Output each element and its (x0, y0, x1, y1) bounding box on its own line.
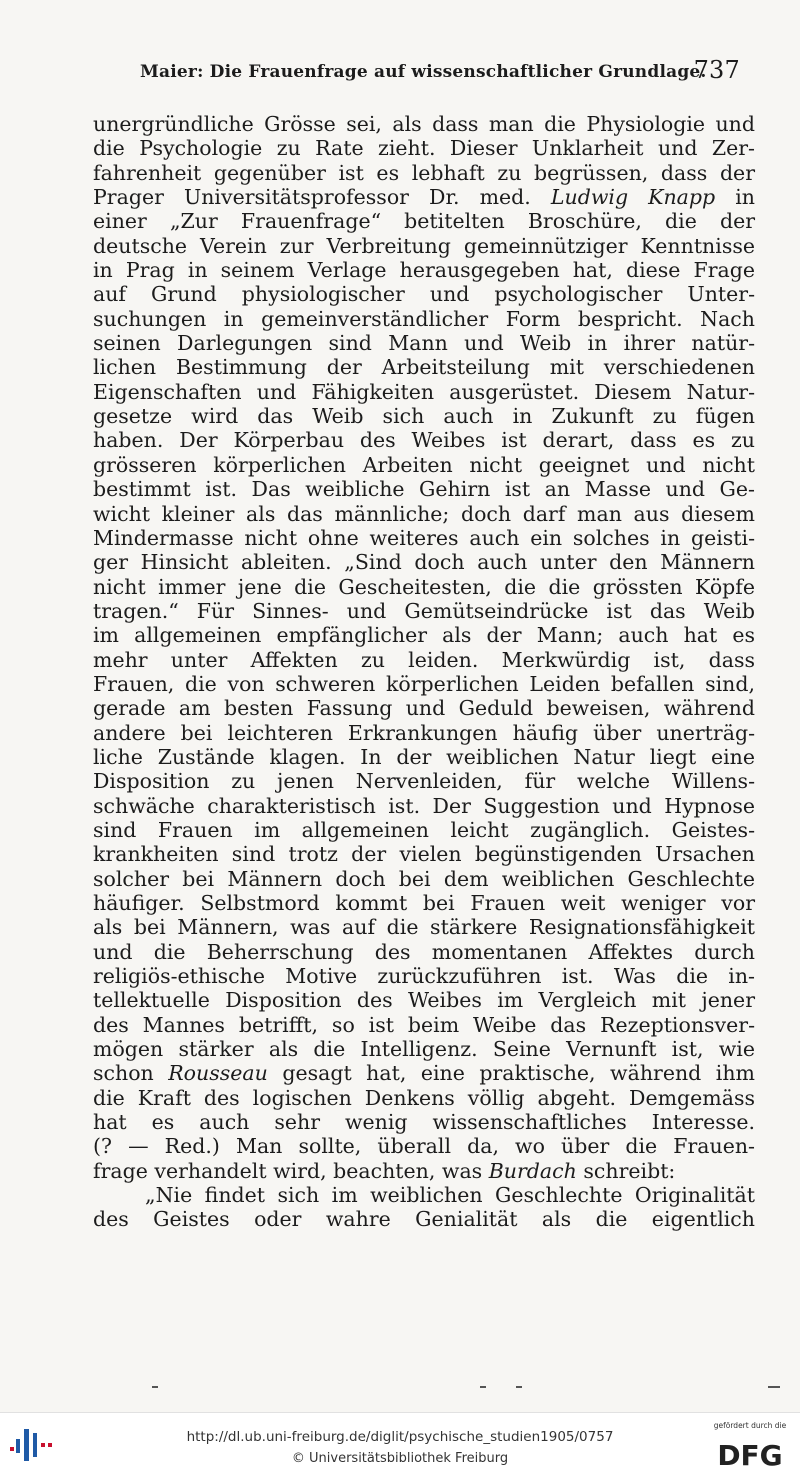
text-line: fahrenheit gegenüber ist es lebhaft zu begrüssen, dass der (93, 160, 755, 185)
text-line: des Geistes oder wahre Genialität als die eigentlich (93, 1207, 755, 1232)
text-fragment: schon (93, 1061, 154, 1086)
person-name: Burdach (488, 1158, 577, 1183)
viewer-footer (0, 1412, 800, 1473)
text-line: haben. Der Körperbau des Weibes ist derart, dass es zu (93, 428, 755, 453)
text-line: häufiger. Selbstmord kommt bei Frauen weit weniger vor (93, 891, 755, 915)
text-line: schwäche charakteristisch ist. Der Suggestion und Hypnose (93, 793, 755, 818)
text-line: religiös-ethische Motive zurückzuführen ist. Was die in- (93, 964, 755, 989)
text-line: solcher bei Männern doch bei dem weiblichen Geschlechte (93, 866, 755, 891)
text-line: krankheiten sind trotz der vielen begünstigenden Ursachen (93, 842, 755, 867)
running-title: Maier: Die Frauenfrage auf wissenschaftlicher Grundlage. (140, 62, 707, 82)
text-line: die Kraft des logischen Denkens völlig abgeht. Demgemäss (93, 1085, 755, 1110)
text-line: die Psychologie zu Rate zieht. Dieser Unklarheit und Zer- (93, 136, 755, 161)
copyright-notice: © Universitätsbibliothek Freiburg (291, 1451, 509, 1466)
text-line: Eigenschaften und Fähigkeiten ausgerüstet. Diesem Natur- (93, 379, 755, 404)
page-number: 737 (693, 56, 740, 84)
text-line: nicht immer jene die Gescheitesten, die die grössten Köpfe (93, 574, 755, 599)
text-line: einer „Zur Frauenfrage“ betitelten Broschüre, die der (93, 209, 755, 234)
text-line: seinen Darlegungen sind Mann und Weib in ihrer natür- (93, 331, 755, 356)
text-fragment: gesagt hat, eine praktische, während ihm (282, 1061, 755, 1086)
person-name: Rousseau (168, 1061, 268, 1086)
text-line: liche Zustände klagen. In der weiblichen Natur liegt eine (93, 744, 755, 769)
text-line: Frauen, die von schweren körperlichen Leiden befallen sind, (93, 671, 755, 696)
scan-mark (768, 1386, 780, 1388)
text-line: im allgemeinen empfänglicher als der Mann; auch hat es (93, 623, 755, 648)
dfg-caption: gefördert durch die (713, 1421, 787, 1430)
text-fragment: Prager Universitätsprofessor Dr. med. (93, 185, 531, 210)
text-line: des Mannes betrifft, so ist beim Weibe das Rezeptionsver- (93, 1012, 755, 1037)
text-line: (? — Red.) Man sollte, überall da, wo über die Frauen- (93, 1134, 755, 1159)
text-line: auf Grund physiologischer und psychologischer Unter- (93, 282, 755, 307)
text-line: ger Hinsicht ableiten. „Sind doch auch unter den Männern (93, 550, 755, 575)
text-line: andere bei leichteren Erkrankungen häufig über unerträg- (93, 720, 755, 745)
scan-mark (480, 1386, 486, 1388)
text-line (93, 185, 755, 209)
text-line: in Prag in seinem Verlage herausgegeben hat, diese Frage (93, 258, 755, 283)
text-line: „Nie findet sich im weiblichen Geschlechte Originalität (145, 1183, 755, 1208)
text-line: gerade am besten Fassung und Geduld beweisen, während (93, 696, 755, 721)
text-line: tellektuelle Disposition des Weibes im Vergleich mit jener (93, 988, 755, 1013)
document-url-link[interactable]: http://dl.ub.uni-freiburg.de/diglit/psychische_studien1905/0757 (186, 1429, 614, 1445)
text-line: Mindermasse nicht ohne weiteres auch ein solches in geisti- (93, 525, 755, 550)
text-line: hat es auch sehr wenig wissenschaftliches Interesse. (93, 1110, 755, 1135)
text-line: deutsche Verein zur Verbreitung gemeinnütziger Kenntnisse (93, 233, 755, 258)
text-line: gesetze wird das Weib sich auch in Zukunft zu fügen (93, 404, 755, 429)
text-fragment: schreibt: (583, 1158, 676, 1183)
running-head (140, 56, 740, 92)
svg-text:DFG: DFG (717, 1439, 783, 1469)
text-line: wicht kleiner als das männliche; doch darf man aus diesem (93, 501, 755, 526)
text-line: unergründliche Grösse sei, als dass man die Physiologie und (93, 112, 755, 136)
text-line: mehr unter Affekten zu leiden. Merkwürdig ist, dass (93, 647, 755, 672)
scan-marks (0, 1386, 800, 1392)
scan-mark (152, 1386, 158, 1388)
text-line: sind Frauen im allgemeinen leicht zugänglich. Geistes- (93, 817, 755, 842)
text-line: und die Beherrschung des momentanen Affektes durch (93, 939, 755, 964)
text-line: bestimmt ist. Das weibliche Gehirn ist an Masse und Ge- (93, 477, 755, 502)
text-line: Disposition zu jenen Nervenleiden, für welche Willens- (93, 769, 755, 794)
dfg-logo-icon (708, 1421, 792, 1469)
text-fragment: in (735, 185, 755, 210)
text-line: mögen stärker als die Intelligenz. Seine Vernunft ist, wie (93, 1037, 755, 1062)
text-line: lichen Bestimmung der Arbeitsteilung mit verschiedenen (93, 355, 755, 380)
scan-mark (516, 1386, 522, 1388)
text-line: tragen.“ Für Sinnes- und Gemütseindrücke ist das Weib (93, 598, 755, 623)
text-line (93, 1159, 755, 1183)
body-text (93, 112, 755, 1232)
text-line: grösseren körperlichen Arbeiten nicht geeignet und nicht (93, 452, 755, 477)
person-name: Ludwig Knapp (550, 185, 716, 210)
text-line: als bei Männern, was auf die stärkere Resignationsfähigkeit (93, 915, 755, 940)
text-fragment: frage verhandelt wird, beachten, was (93, 1158, 483, 1183)
text-line: suchungen in gemeinverständlicher Form bespricht. Nach (93, 306, 755, 331)
text-line (93, 1061, 755, 1085)
